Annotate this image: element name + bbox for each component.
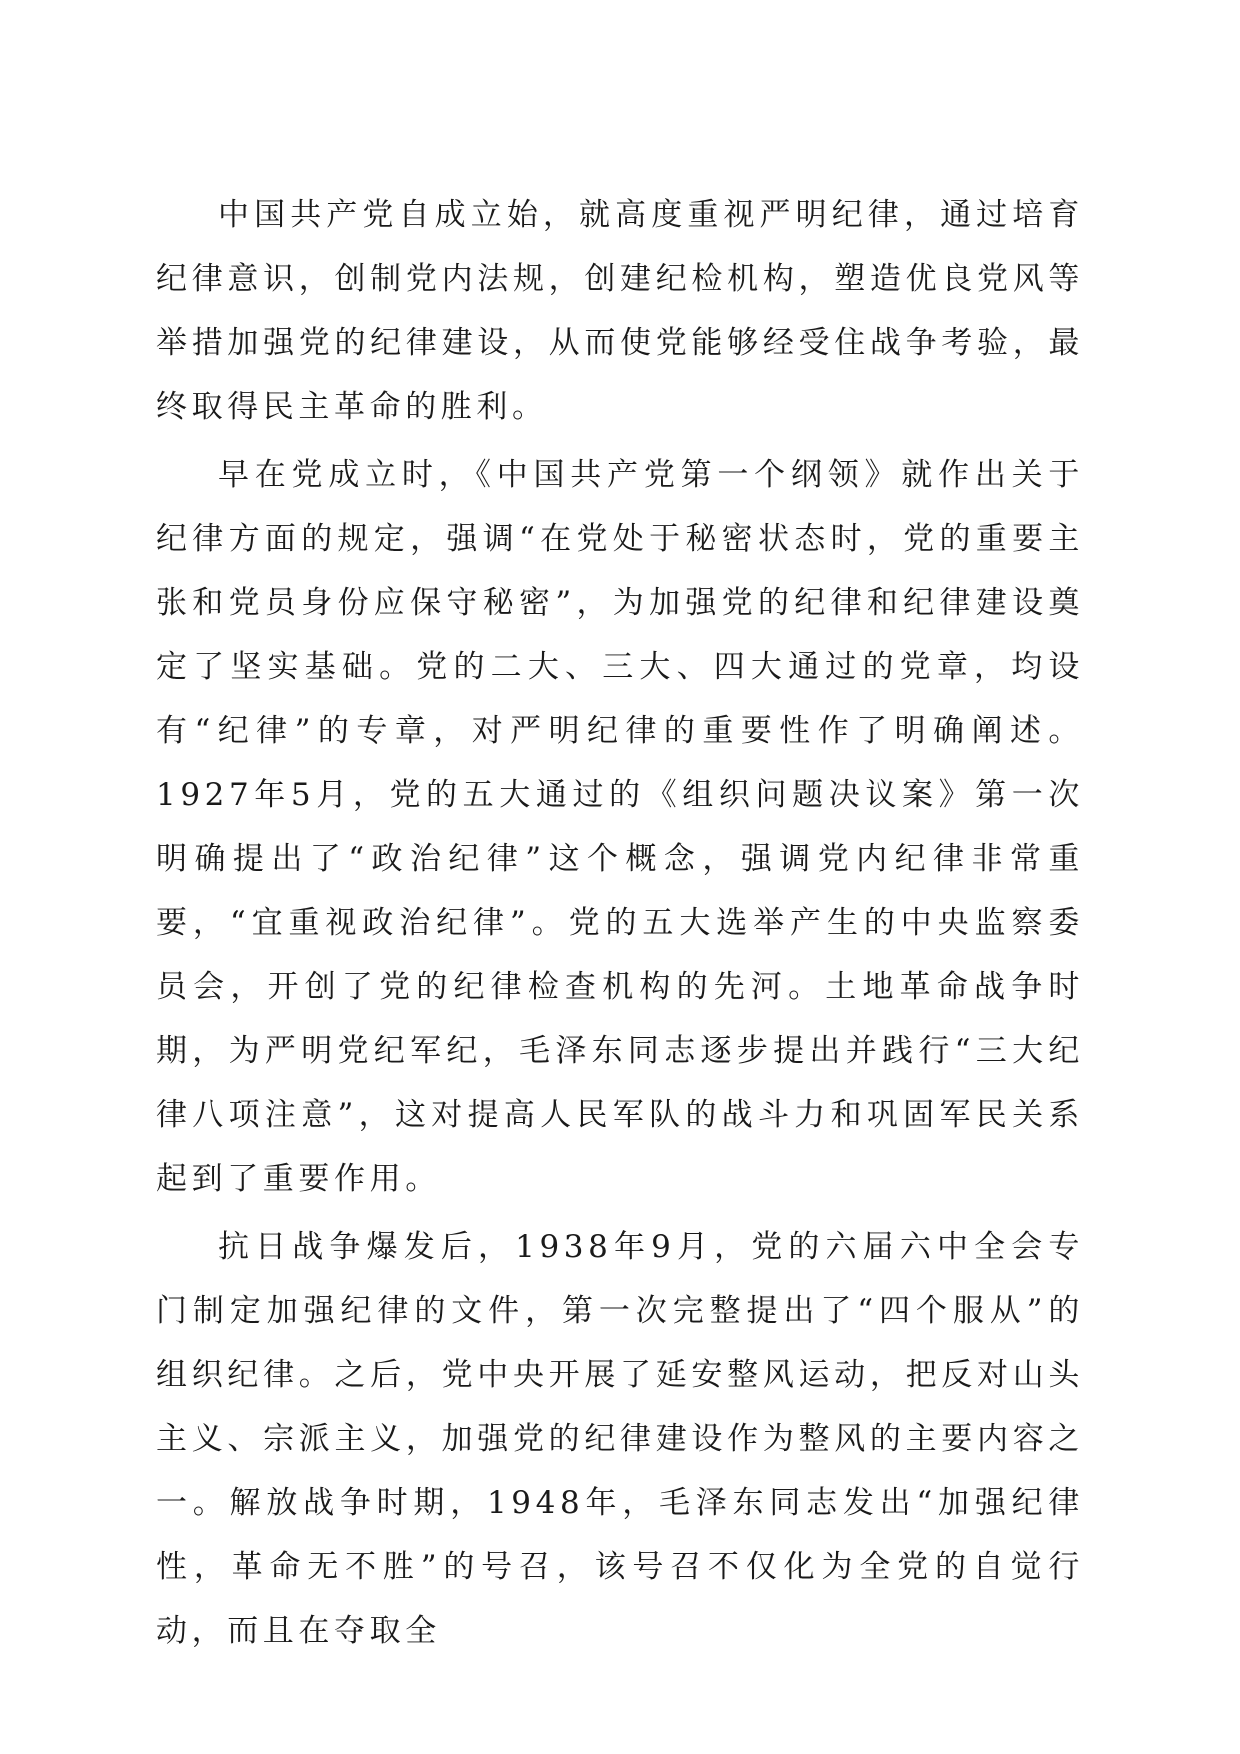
paragraph-3: 抗日战争爆发后，1938年9月，党的六届六中全会专门制定加强纪律的文件，第一次完整提出了“四个服从”的组织纪律。之后，党中央开展了延安整风运动，把反对山头主义、宗派主义，加强党的纪律建设作为整风的主要内容之一。解放战争时期，1948年，毛泽东同志发出“加强纪律性，革命无不胜”的号召，该号召不仅化为全党的自觉行动，而且在夺取全: [156, 1229, 1084, 1649]
document-page: [156, 183, 1084, 1663]
paragraph-1: 中国共产党自成立始，就高度重视严明纪律，通过培育纪律意识，创制党内法规，创建纪检机构，塑造优良党风等举措加强党的纪律建设，从而使党能够经受住战争考验，最终取得民主革命的胜利。: [156, 197, 1084, 425]
paragraph-2: 早在党成立时，《中国共产党第一个纲领》就作出关于纪律方面的规定，强调“在党处于秘密状态时，党的重要主张和党员身份应保守秘密”，为加强党的纪律和纪律建设奠定了坚实基础。党的二大、三大、四大通过的党章，均设有“纪律”的专章，对严明纪律的重要性作了明确阐述。1927年5月，党的五大通过的《组织问题决议案》第一次明确提出了“政治纪律”这个概念，强调党内纪律非常重要，“宜重视政治纪律”。党的五大选举产生的中央监察委员会，开创了党的纪律检查机构的先河。土地革命战争时期，为严明党纪军纪，毛泽东同志逐步提出并践行“三大纪律八项注意”，这对提高人民军队的战斗力和巩固军民关系起到了重要作用。: [156, 457, 1084, 1197]
